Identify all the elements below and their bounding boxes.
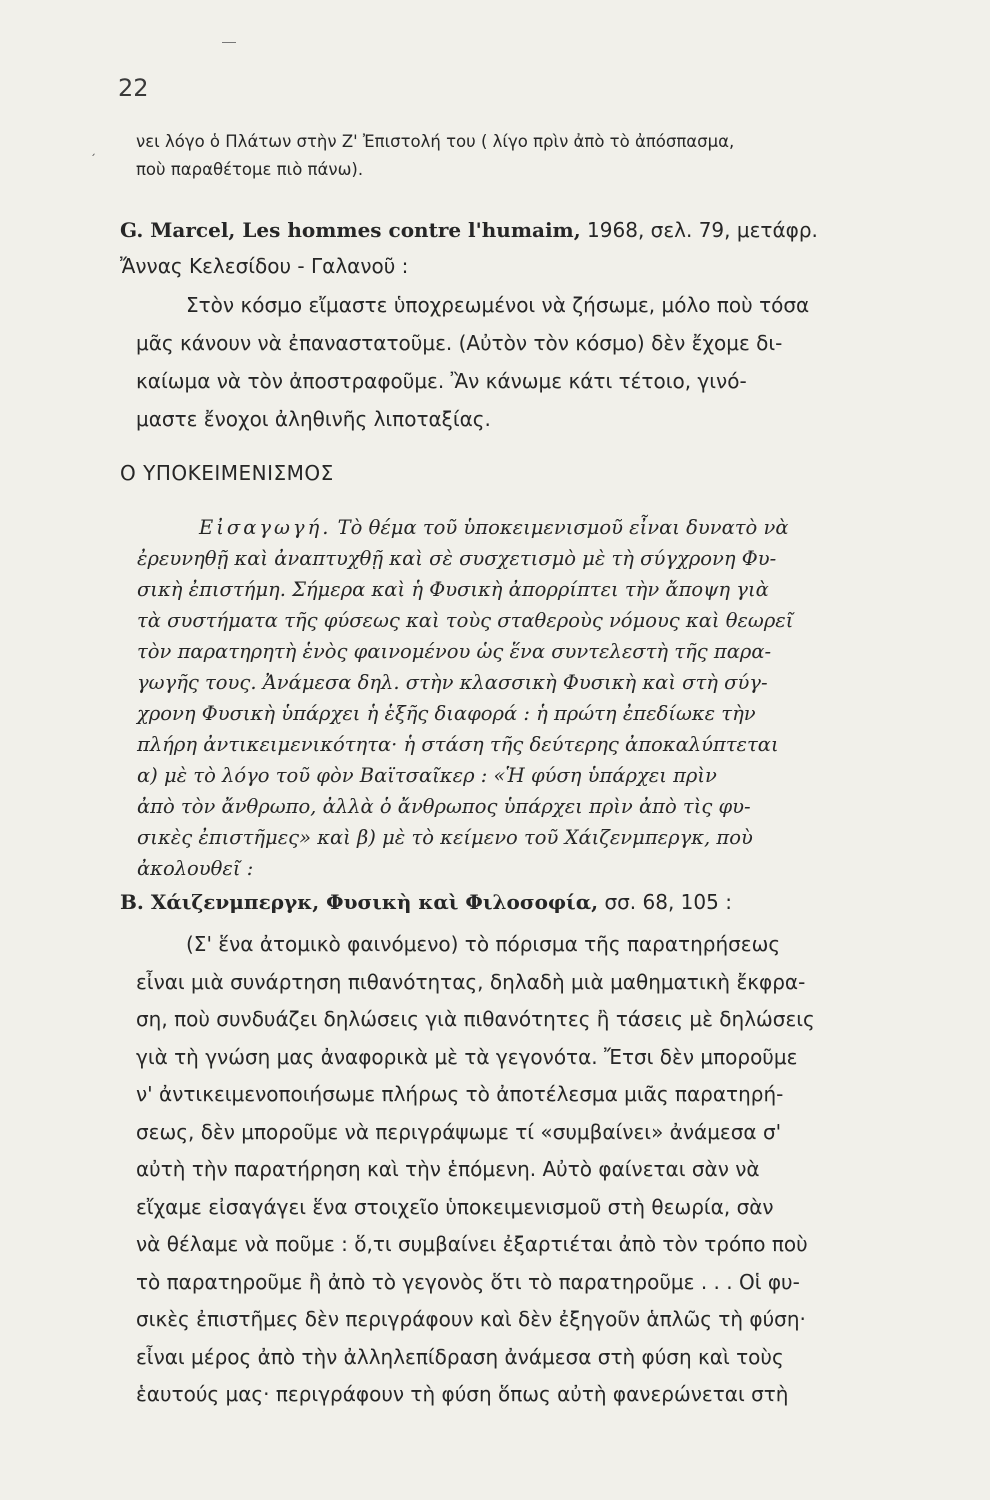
page-number: 22 xyxy=(118,74,149,102)
quote-line: αὐτὴ τὴν παρατήρηση καὶ τὴν ἑπόμενη. Αὐτὸ φαίνεται σὰν νὰ xyxy=(136,1157,760,1181)
quote-line: ση, ποὺ συνδυάζει δηλώσεις γιὰ πιθανότητες ἢ τάσεις μὲ δηλώσεις xyxy=(136,1007,815,1031)
intro-paragraph xyxy=(137,512,957,884)
quote-line: νὰ θέλαμε νὰ ποῦμε : ὅ,τι συμβαίνει ἐξαρτιέται ἀπὸ τὸν τρόπο ποὺ xyxy=(136,1232,808,1256)
heisenberg-quote xyxy=(136,926,956,1414)
quote-line: μᾶς κάνουν νὰ ἐπαναστατοῦμε. (Αὐτὸν τὸν κόσμο) δὲν ἔχομε δι- xyxy=(136,331,783,355)
intro-line: ἀπὸ τὸν ἄνθρωπο, ἀλλὰ ὁ ἄνθρωπος ὑπάρχει πρὶν ἀπὸ τὶς φυ- xyxy=(137,795,751,818)
intro-first-line: Τὸ θέμα τοῦ ὑποκειμενισμοῦ εἶναι δυνατὸ νὰ xyxy=(337,516,789,539)
marcel-quote xyxy=(136,286,956,438)
quote-line: τὸ παρατηροῦμε ἢ ἀπὸ τὸ γεγονὸς ὅτι τὸ παρατηροῦμε . . . Οἱ φυ- xyxy=(136,1269,800,1294)
intro-line: τὸν παρατηρητὴ ἑνὸς φαινομένου ὡς ἕνα συντελεστὴ τῆς παρα- xyxy=(137,640,772,663)
intro-line: χρονη Φυσικὴ ὑπάρχει ἡ ἑξῆς διαφορά : ἡ πρώτη ἐπεδίωκε τὴν xyxy=(137,702,756,725)
intro-line: σικὴ ἐπιστήμη. Σήμερα καὶ ἡ Φυσικὴ ἀπορρίπτει τὴν ἄποψη γιὰ xyxy=(137,578,769,601)
footnote-continuation xyxy=(136,128,956,184)
quote-line: (Σ' ἕνα ἀτομικὸ φαινόμενο) τὸ πόρισμα τῆς παρατηρήσεως xyxy=(186,932,781,956)
marcel-translator: Ἄννας Κελεσίδου - Γαλανοῦ : xyxy=(120,254,409,278)
top-mark xyxy=(222,42,236,43)
section-heading: Ο ΥΠΟΚΕΙΜΕΝΙΣΜΟΣ xyxy=(120,461,334,485)
quote-line: εἴχαμε εἰσαγάγει ἕνα στοιχεῖο ὑποκειμενισμοῦ στὴ θεωρία, σὰν xyxy=(136,1194,774,1219)
footnote-line: ποὺ παραθέτομε πιὸ πάνω). xyxy=(136,160,364,179)
heisenberg-author-title: Β. Χάιζενμπεργκ, Φυσικὴ καὶ Φιλοσοφία, xyxy=(120,890,599,914)
footnote-line: νει λόγο ὁ Πλάτων στὴν Ζ' Ἐπιστολή του ( λίγο πρὶν ἀπὸ τὸ ἀπόσπασμα, xyxy=(136,132,735,151)
intro-label: Εἰσαγωγή. xyxy=(199,516,332,539)
intro-line: α) μὲ τὸ λόγο τοῦ φὸν Βαϊτσαῖκερ : «Ἡ φύση ὑπάρχει πρὶν xyxy=(137,764,717,787)
heisenberg-reference xyxy=(120,884,940,920)
intro-line: πλήρη ἀντικειμενικότητα· ἡ στάση τῆς δεύτερης ἀποκαλύπτεται xyxy=(137,733,779,756)
intro-line: τὰ συστήματα τῆς φύσεως καὶ τοὺς σταθεροὺς νόμους καὶ θεωρεῖ xyxy=(137,609,794,632)
quote-line: γιὰ τὴ γνώση μας ἀναφορικὰ μὲ τὰ γεγονότα. Ἔτσι δὲν μποροῦμε xyxy=(136,1044,798,1069)
quote-line: ἑαυτούς μας· περιγράφουν τὴ φύση ὅπως αὐτὴ φανερώνεται στὴ xyxy=(136,1382,789,1406)
quote-line: καίωμα νὰ τὸν ἀποστραφοῦμε. Ἂν κάνωμε κάτι τέτοιο, γινό- xyxy=(136,369,747,393)
marcel-details: 1968, σελ. 79, μετάφρ. xyxy=(587,218,818,242)
heisenberg-pages: σσ. 68, 105 : xyxy=(604,890,732,914)
quote-line: σικὲς ἐπιστῆμες δὲν περιγράφουν καὶ δὲν ἐξηγοῦν ἁπλῶς τὴ φύση· xyxy=(136,1307,806,1331)
quote-line: εἶναι μιὰ συνάρτηση πιθανότητας, δηλαδὴ μιὰ μαθηματικὴ ἔκφρα- xyxy=(136,969,806,994)
margin-mark: ˏ xyxy=(90,142,96,156)
marcel-reference xyxy=(120,212,940,284)
marcel-author-title: G. Marcel, Les hommes contre l'humaim, xyxy=(120,218,581,242)
intro-line: σικὲς ἐπιστῆμες» καὶ β) μὲ τὸ κείμενο τοῦ Χάιζενμπεργκ, ποὺ xyxy=(137,826,753,849)
intro-line: γωγῆς τους. Ἀνάμεσα δηλ. στὴν κλασσικὴ Φυσικὴ καὶ στὴ σύγ- xyxy=(137,671,768,694)
quote-line: ν' ἀντικειμενοποιήσωμε πλήρως τὸ ἀποτέλεσμα μιᾶς παρατηρή- xyxy=(136,1082,784,1106)
quote-line: μαστε ἔνοχοι ἀληθινῆς λιποταξίας. xyxy=(136,407,491,431)
intro-line: ἀκολουθεῖ : xyxy=(137,857,254,880)
quote-line: εἶναι μέρος ἀπὸ τὴν ἀλληλεπίδραση ἀνάμεσα στὴ φύση καὶ τοὺς xyxy=(136,1344,784,1369)
quote-line: Στὸν κόσμο εἴμαστε ὑποχρεωμένοι νὰ ζήσωμε, μόλο ποὺ τόσα xyxy=(186,293,810,317)
quote-line: σεως, δὲν μποροῦμε νὰ περιγράψωμε τί «συμβαίνει» ἀνάμεσα σ' xyxy=(136,1119,782,1144)
intro-line: ἐρευνηθῇ καὶ ἀναπτυχθῇ καὶ σὲ συσχετισμὸ μὲ τὴ σύγχρονη Φυ- xyxy=(137,547,777,570)
